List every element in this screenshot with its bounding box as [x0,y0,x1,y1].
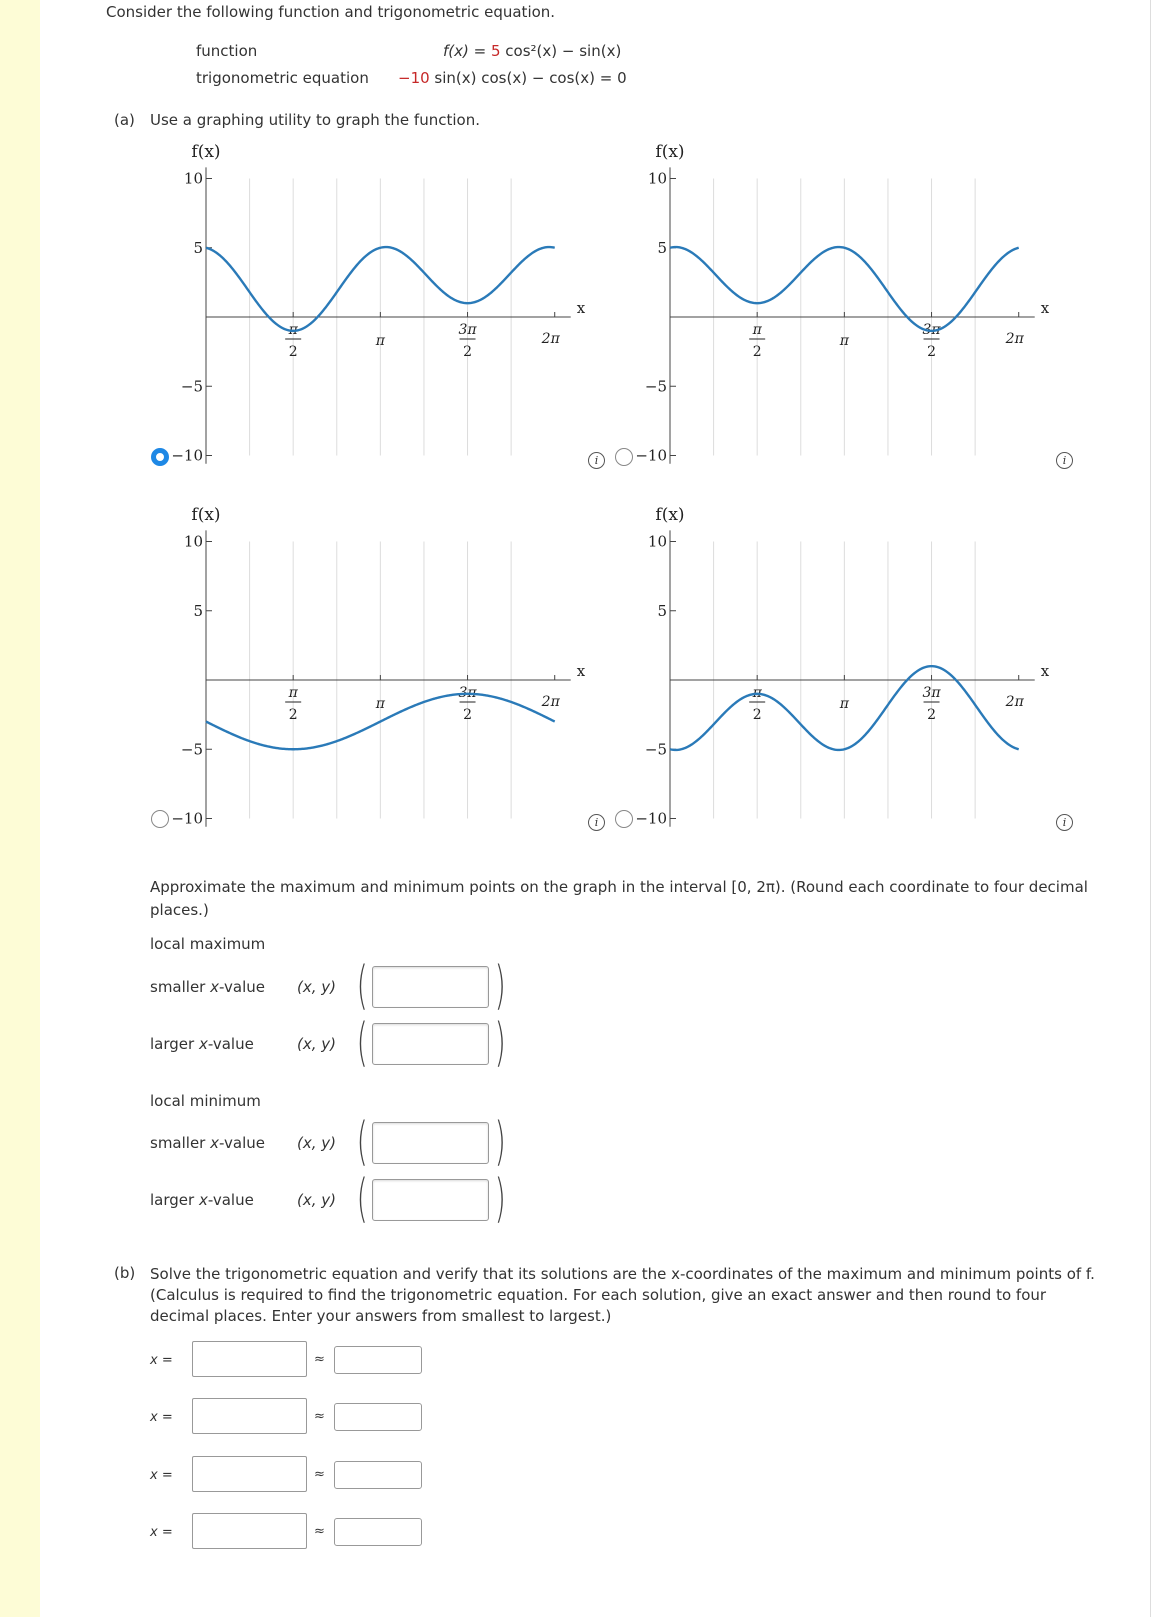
x-axis-label: x [1040,299,1050,317]
function-rhs: cos²(x) − sin(x) [500,42,622,60]
exact-answer-input-4[interactable] [192,1513,307,1549]
approximate-prompt: Approximate the maximum and minimum points on the graph in the interval [0, 2π). (Round each coordinate to four decimal places.) [150,878,1088,919]
y-tick-label: 5 [657,601,667,620]
approx-answer-input-1[interactable] [334,1346,422,1374]
function-coefficient: 5 [490,42,501,60]
x-tick-label: π [839,696,849,712]
y-tick-label: −5 [644,377,667,396]
y-tick-label: −5 [180,377,203,396]
x-tick-label: π [839,333,849,349]
y-tick-label: 5 [193,601,203,620]
equation-rhs: sin(x) cos(x) − cos(x) = 0 [429,69,627,87]
open-paren: ( [356,956,368,1016]
x-equals-label: x = [150,1468,173,1483]
svg-text:2: 2 [927,344,936,360]
graph-option-B [580,135,1050,465]
exact-answer-input-2[interactable] [192,1398,307,1434]
radio-option-C[interactable] [151,810,169,828]
approx-answer-input-2[interactable] [334,1403,422,1431]
y-tick-label: 5 [657,238,667,257]
info-icon[interactable]: i [1056,452,1073,469]
approx-answer-input-3[interactable] [334,1461,422,1489]
y-axis-label: f(x) [655,505,685,525]
max-larger-xy-label: (x, y) [297,1035,336,1053]
graph-option-C [120,498,590,828]
approx-symbol: ≈ [314,1409,325,1424]
approx-answer-input-4[interactable] [334,1518,422,1546]
radio-option-A[interactable] [151,448,169,466]
svg-text:2: 2 [288,344,298,360]
x-tick-label: 2π [1005,694,1024,710]
local-max-heading: local maximum [150,935,266,953]
function-lhs: f(x) = [443,42,491,60]
part-a-prompt: Use a graphing utility to graph the function. [150,111,480,129]
x-axis-label: x [1040,662,1050,680]
part-b-prompt: Solve the trigonometric equation and verify that its solutions are the x-coordinates of the maximum and minimum points of f. (Calculus is required to find the trigonometric equation. For each solution, give an exact answer and then round to four decimal places. Enter your answers from smallest to largest.) [150,1265,1095,1325]
x-axis-label: x [576,299,586,317]
y-tick-label: −10 [171,809,203,828]
info-icon[interactable]: i [1056,814,1073,831]
y-tick-label: 10 [647,169,667,188]
min-larger-input[interactable] [372,1179,489,1221]
info-icon[interactable]: i [588,452,605,469]
svg-text:π: π [288,322,298,338]
radio-option-B[interactable] [615,448,633,466]
svg-text:2: 2 [752,344,762,360]
x-equals-label: x = [150,1353,173,1368]
exact-answer-input-3[interactable] [192,1456,307,1492]
x-equals-label: x = [150,1410,173,1425]
y-axis-label: f(x) [191,505,221,525]
y-tick-label: 10 [183,169,203,188]
approx-symbol: ≈ [314,1467,325,1482]
min-smaller-input[interactable] [372,1122,489,1164]
graph-option-A [120,135,590,465]
local-min-heading: local minimum [150,1092,261,1110]
min-larger-xy-label: (x, y) [297,1191,336,1209]
svg-text:π: π [752,685,762,701]
max-smaller-xy-label: (x, y) [297,978,336,996]
x-tick-label: 2π [541,331,560,347]
function-expression [443,42,621,60]
max-larger-label: larger x-value [150,1035,254,1053]
part-b-letter: (b) [114,1264,136,1282]
open-paren: ( [356,1112,368,1172]
intro-text: Consider the following function and trigonometric equation. [106,3,556,21]
min-larger-label: larger x-value [150,1191,254,1209]
close-paren: ) [494,956,506,1016]
min-smaller-label: smaller x-value [150,1134,265,1152]
x-tick-label: 2π [1005,331,1024,347]
x-tick-label: π [375,333,385,349]
svg-text:2: 2 [463,707,472,723]
close-paren: ) [494,1112,506,1172]
y-axis-label: f(x) [655,142,685,162]
y-axis-label: f(x) [191,142,221,162]
equation-coefficient: −10 [398,69,430,87]
max-larger-input[interactable] [372,1023,489,1065]
y-tick-label: −10 [171,446,203,465]
approx-symbol: ≈ [314,1352,325,1367]
y-tick-label: 5 [193,238,203,257]
svg-text:3π: 3π [922,322,941,338]
y-tick-label: −10 [635,446,667,465]
svg-text:2: 2 [752,707,762,723]
svg-text:2: 2 [288,707,298,723]
info-icon[interactable]: i [588,814,605,831]
left-margin-stripe [0,0,40,1617]
radio-option-D[interactable] [615,810,633,828]
open-paren: ( [356,1169,368,1229]
svg-text:3π: 3π [458,322,477,338]
svg-text:3π: 3π [458,685,477,701]
close-paren: ) [494,1013,506,1073]
part-a-letter: (a) [114,111,135,129]
max-smaller-label: smaller x-value [150,978,265,996]
open-paren: ( [356,1013,368,1073]
y-tick-label: −10 [635,809,667,828]
min-smaller-xy-label: (x, y) [297,1134,336,1152]
equation-label: trigonometric equation [196,69,369,87]
svg-text:π: π [752,322,762,338]
y-tick-label: −5 [644,740,667,759]
max-smaller-input[interactable] [372,966,489,1008]
y-tick-label: −5 [180,740,203,759]
function-label: function [196,42,258,60]
equation-expression [398,69,627,87]
close-paren: ) [494,1169,506,1229]
x-tick-label: π [375,696,385,712]
svg-text:2: 2 [927,707,936,723]
approx-symbol: ≈ [314,1524,325,1539]
exact-answer-input-1[interactable] [192,1341,307,1377]
x-axis-label: x [576,662,586,680]
svg-text:3π: 3π [922,685,941,701]
svg-text:π: π [288,685,298,701]
x-equals-label: x = [150,1525,173,1540]
graph-option-D [580,498,1050,828]
x-tick-label: 2π [541,694,560,710]
y-tick-label: 10 [183,532,203,551]
y-tick-label: 10 [647,532,667,551]
svg-text:2: 2 [463,344,472,360]
